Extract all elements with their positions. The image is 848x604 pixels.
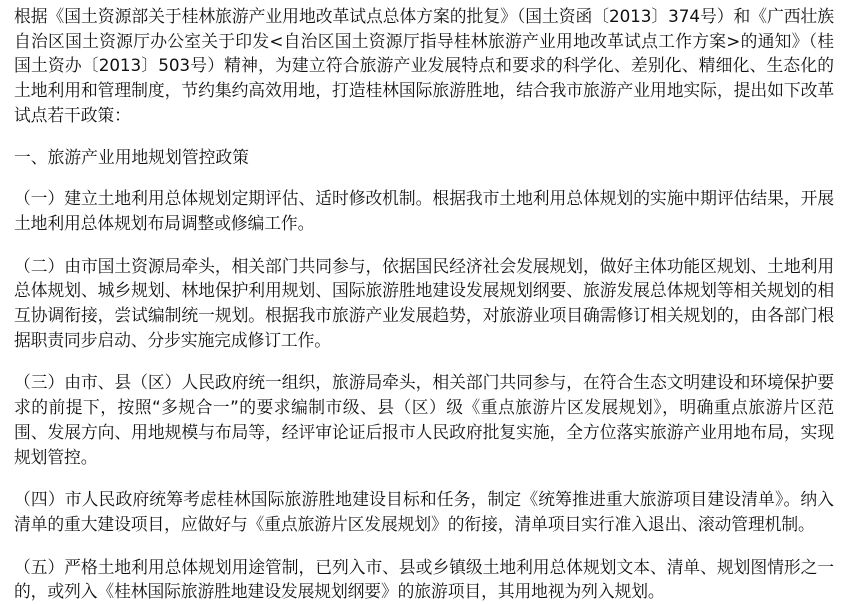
policy-item-2: （二）由市国土资源局牵头，相关部门共同参与，依据国民经济社会发展规划，做好主体功能区规划、土地利用总体规划、城乡规划、林地保护利用规划、国际旅游胜地建设发展规划纲要、旅游发展总体规划等相关规划的相互协调衔接，尝试编制统一规划。根据我市旅游产业发展趋势，对旅游业项目确需修订相关规划的，由各部门根据职责同步启动、分步实施完成修订工作。 xyxy=(14,255,834,350)
policy-item-5: （五）严格土地利用总体规划用途管制，已列入市、县或乡镇级土地利用总体规划文本、清单、规划图情形之一的，或列入《桂林国际旅游胜地建设发展规划纲要》的旅游项目，其用地视为列入规划。 xyxy=(14,556,834,602)
policy-item-3: （三）由市、县（区）人民政府统一组织，旅游局牵头，相关部门共同参与，在符合生态文明建设和环境保护要求的前提下，按照“多规合一”的要求编制市级、县（区）级《重点旅游片区发展规划》，明确重点旅游片区范围、发展方向、用地规模与布局等，经评审论证后报市人民政府批复实施，全方位落实旅游产业用地布局，实现规划管控。 xyxy=(14,372,834,467)
policy-item-1: （一）建立土地利用总体规划定期评估、适时修改机制。根据我市土地利用总体规划的实施中期评估结果，开展土地利用总体规划布局调整或修编工作。 xyxy=(14,188,834,233)
intro-paragraph: 根据《国土资源部关于桂林旅游产业用地改革试点总体方案的批复》（国土资函〔2013〕374号）和《广西壮族自治区国土资源厅办公室关于印发<自治区国土资源厅指导桂林旅游产业用地改革试点工作方案>的通知》（桂国土资办〔2013〕503号）精神，为建立符合旅游产业发展特点和要求的科学化、差别化、精细化、生态化的土地利用和管理制度，节约集约高效用地，打造桂林国际旅游胜地，结合我市旅游产业用地实际，提出如下改革试点若干政策： xyxy=(14,6,834,125)
policy-item-4: （四）市人民政府统筹考虑桂林国际旅游胜地建设目标和任务，制定《统筹推进重大旅游项目建设清单》。纳入清单的重大建设项目，应做好与《重点旅游片区发展规划》的衔接，清单项目实行准入退出、滚动管理机制。 xyxy=(14,489,834,534)
section-heading: 一、旅游产业用地规划管控政策 xyxy=(14,146,249,167)
